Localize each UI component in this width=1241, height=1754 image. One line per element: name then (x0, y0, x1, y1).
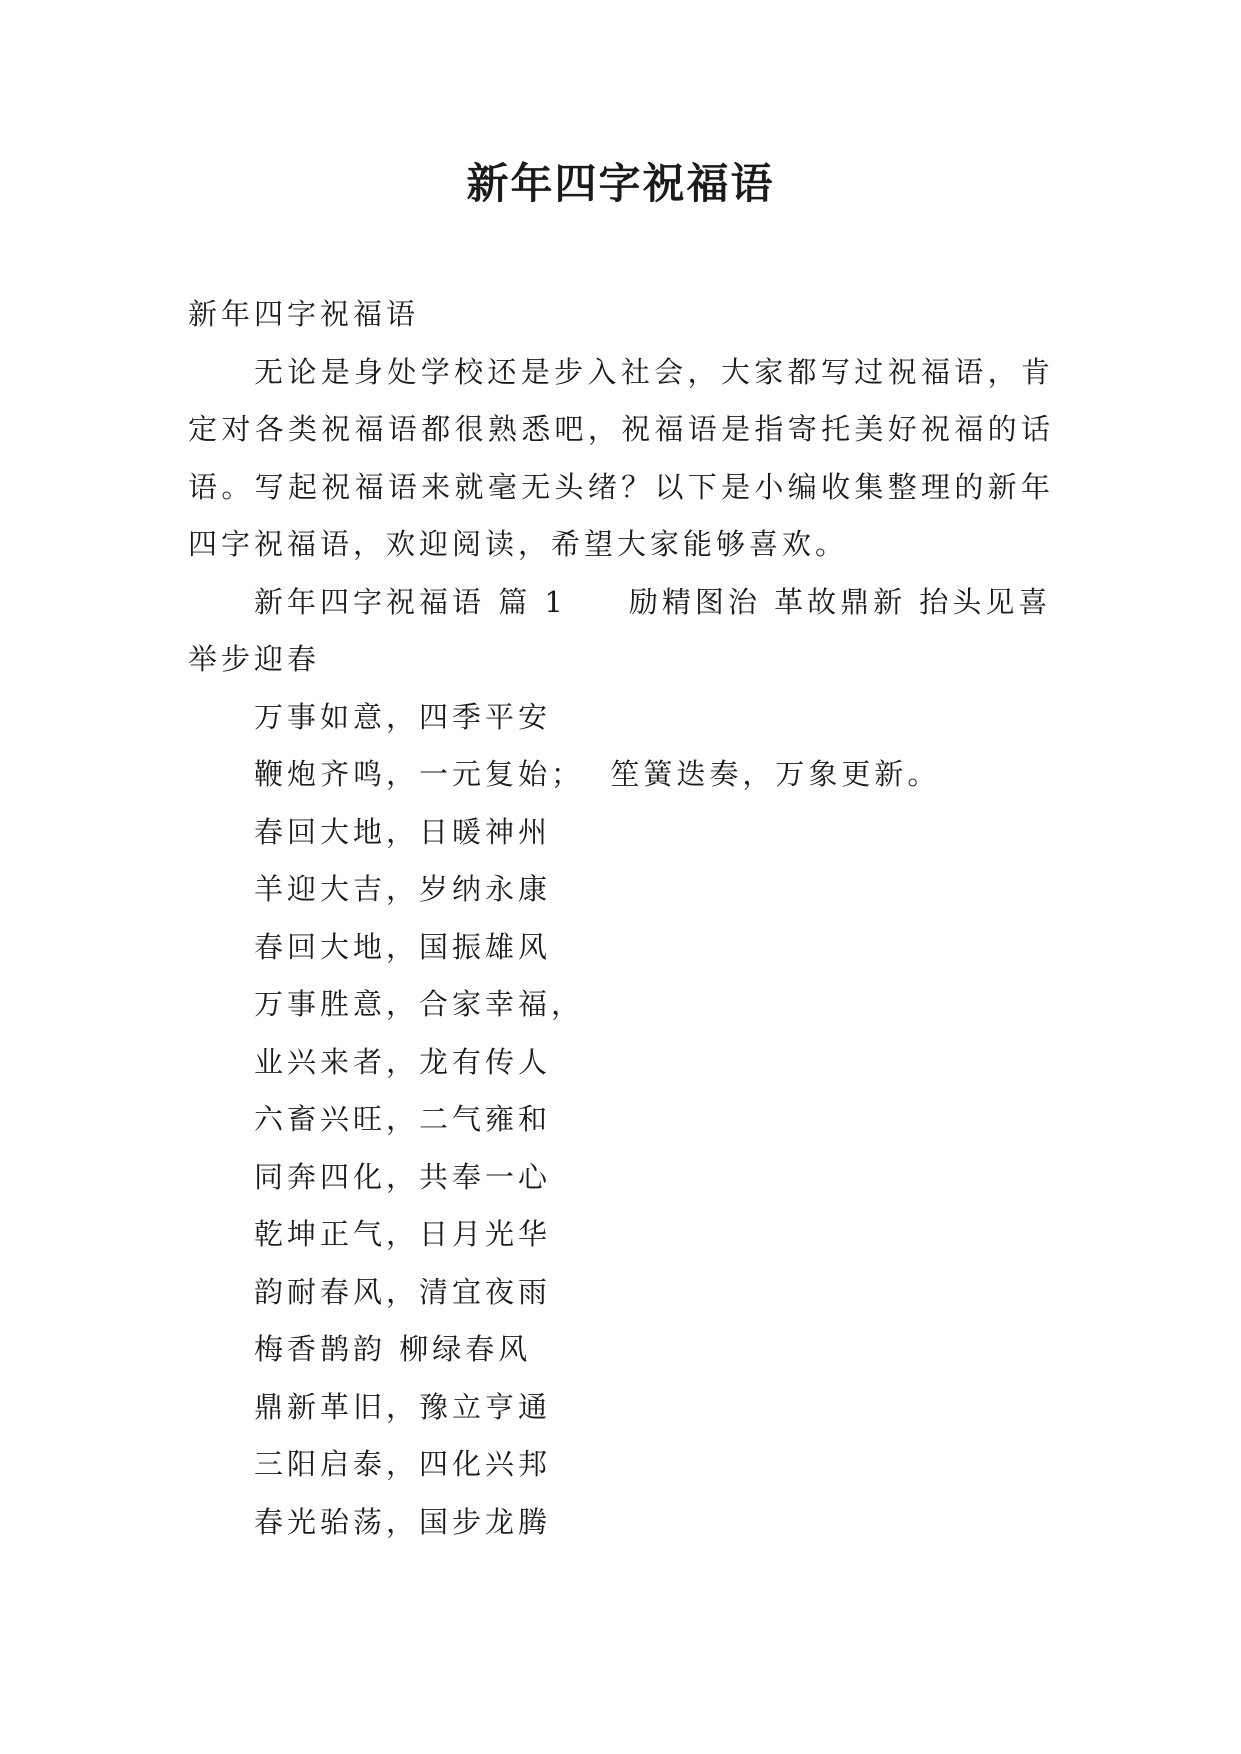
wish-line: 鞭炮齐鸣，一元复始； 笙簧迭奏，万象更新。 (254, 757, 941, 791)
section-first-line (188, 574, 1054, 689)
document-title: 新年四字祝福语 (466, 159, 775, 208)
intro-paragraph: 无论是身处学校还是步入社会，大家都写过祝福语，肯定对各类祝福语都很熟悉吧，祝福语是指寄托美好祝福的话语。写起祝福语来就毫无头绪？以下是小编收集整理的新年四字祝福语，欢迎阅读，希望大家能够喜欢。 (188, 354, 1054, 561)
wish-line: 鼎新革旧，豫立亨通 (254, 1389, 552, 1424)
wish-list (188, 689, 1054, 1552)
wish-line: 梅香鹊韵 柳绿春风 (254, 1332, 532, 1366)
wish-line: 春回大地，日暖神州 (254, 814, 552, 849)
wish-line: 羊迎大吉，岁纳永康 (254, 872, 552, 906)
wish-line: 春回大地，国振雄风 (254, 929, 552, 964)
wish-line: 业兴来者，龙有传人 (254, 1044, 552, 1079)
wish-line: 六畜兴旺，二气雍和 (254, 1102, 552, 1136)
wish-line: 同奔四化，共奉一心 (254, 1159, 552, 1194)
wish-line: 三阳启泰，四化兴邦 (254, 1447, 552, 1481)
wish-line: 春光骀荡，国步龙腾 (254, 1504, 552, 1539)
section-first-wishes: 励精图治 革故鼎新 抬头见喜 举步迎春 (188, 584, 1052, 676)
document-subtitle: 新年四字祝福语 (188, 297, 420, 331)
wish-line: 乾坤正气，日月光华 (254, 1217, 552, 1251)
wish-line: 韵耐春风，清宜夜雨 (254, 1274, 552, 1309)
wish-line: 万事胜意，合家幸福， (254, 987, 585, 1021)
wish-line: 万事如意，四季平安 (254, 699, 552, 734)
section-heading: 新年四字祝福语 篇 1 (254, 584, 567, 619)
document-body (188, 286, 1054, 1551)
